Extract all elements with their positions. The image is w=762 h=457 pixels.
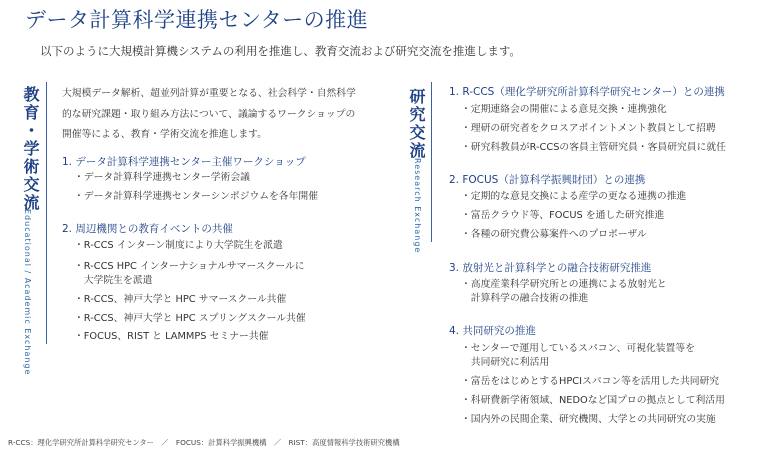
list-item: ・研究科教員がR-CCSの客員主管研究員・客員研究員に就任 xyxy=(461,142,726,153)
list-item: ・定期的な意見交換による産学の更なる連携の推進 xyxy=(461,191,687,202)
list-item: ・R-CCS、神戸大学と HPC サマースクール共催 xyxy=(74,294,287,305)
list-item: ・富岳クラウド等、FOCUS を通した研究推進 xyxy=(461,210,665,221)
list-item: ・各種の研究費公募案件へのプロポーザル xyxy=(461,229,647,240)
education-block-title: 2. 周辺機関との教育イベントの共催 xyxy=(62,223,233,235)
list-item: ・データ計算科学連携センターシンポジウムを各年開催 xyxy=(74,191,318,202)
research-divider xyxy=(431,82,432,242)
list-item: ・R-CCS HPC インターナショナルサマースクールに xyxy=(74,261,305,272)
education-divider xyxy=(46,82,47,344)
research-block-title: 3. 放射光と計算科学との融合技術研究推進 xyxy=(449,262,652,274)
list-item: ・科研費新学術領域、NEDOなど国プロの拠点として利活用 xyxy=(461,395,725,406)
education-block-title: 1. データ計算科学連携センター主催ワークショップ xyxy=(62,156,306,168)
research-subtitle-en: Research Exchange xyxy=(413,158,422,254)
list-item: ・定期連絡会の開催による意見交換・連携強化 xyxy=(461,104,667,115)
list-item: ・富岳をはじめとするHPCIスパコン等を活用した共同研究 xyxy=(461,376,720,387)
list-item: 共同研究に利活用 xyxy=(461,357,550,368)
footer-note: R-CCS：理化学研究所計算科学研究センター ／ FOCUS：計算科学振興機構 ／ RIST：高度情報科学技術研究機構 xyxy=(8,438,400,447)
research-title: 研究交流 xyxy=(407,88,426,160)
list-item: ・FOCUS、RIST と LAMMPS セミナー共催 xyxy=(74,331,269,342)
list-item: 大学院生を派遣 xyxy=(74,275,153,286)
research-block-title: 1. R-CCS（理化学研究所計算科学研究センター）との連携 xyxy=(449,86,725,98)
research-block-title: 4. 共同研究の推進 xyxy=(449,325,536,337)
list-item: ・理研の研究者をクロスアポイントメント教員として招聘 xyxy=(461,123,716,134)
list-item: ・高度産業科学研究所との連携による放射光と xyxy=(461,279,667,290)
list-item: ・R-CCS、神戸大学と HPC スプリングスクール共催 xyxy=(74,313,306,324)
list-item: ・センターで運用しているスパコン、可視化装置等を xyxy=(461,343,695,354)
page-subtitle: 以下のように大規模計算機システムの利用を推進し、教育交流および研究交流を推進します。 xyxy=(40,44,521,58)
list-item: ・データ計算科学連携センター学術会議 xyxy=(74,172,250,183)
research-block-title: 2. FOCUS（計算科学振興財団）との連携 xyxy=(449,174,646,186)
list-item: ・国内外の民間企業、研究機関、大学との共同研究の実施 xyxy=(461,414,716,425)
list-item: 計算科学の融合技術の推進 xyxy=(461,293,589,304)
education-title: 教育・学術交流 xyxy=(21,86,40,212)
education-intro: 大規模データ解析、超並列計算が重要となる、社会科学・自然科学的な研究課題・取り組み方法について、議論するワークショップの開催等による、教育・学術交流を推進します。 xyxy=(62,88,356,140)
page-title: データ計算科学連携センターの推進 xyxy=(25,8,369,32)
education-subtitle-en: Educational / Academic Exchange xyxy=(23,209,32,376)
list-item: ・R-CCS インターン制度により大学院生を派遣 xyxy=(74,240,283,251)
